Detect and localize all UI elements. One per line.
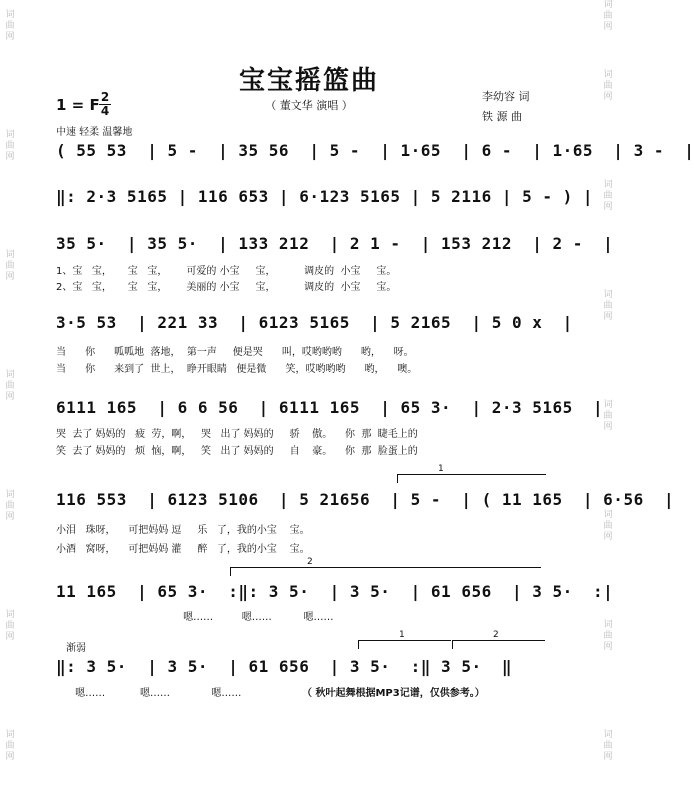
watermark-left-7: 词 曲 网 (5, 730, 15, 762)
volta-bracket-3 (358, 630, 451, 649)
dynamics-marking: 渐弱 (66, 643, 86, 654)
score-line-3-notes: 35 5· | 35 5· | 133 212 | 2 1 - | 153 212 | 2 - | (56, 234, 614, 253)
lyricist-credit: 李幼容 词 (482, 90, 530, 103)
volta-bracket-1 (397, 464, 546, 483)
lyric-row-2a: 当 你 呱呱地 落地， 第一声 便是哭 叫，哎哟哟哟 哟， 呀。 (56, 347, 414, 358)
lyric-row-6: 嗯…… 嗯…… 嗯…… (56, 688, 242, 699)
score-line-6-notes: 116 553 | 6123 5106 | 5 21656 | 5 - | ( 11 165 | 6·56 | (56, 490, 675, 509)
volta-bracket-2 (230, 557, 541, 576)
score-line-2 (56, 187, 594, 213)
score-line-5 (56, 398, 604, 424)
watermark-right-1: 词 曲 网 (603, 0, 613, 32)
score-line-6 (56, 490, 675, 516)
score-line-7-notes: 11 165 | 65 3· :‖: 3 5· | 3 5· | 61 656 | 3 5· :| (56, 582, 614, 601)
score-line-3 (56, 234, 614, 260)
lyric-row-4b: 小酒 窝呀， 可把妈妈 灌 醉 了，我的小宝 宝。 (56, 544, 310, 555)
lyric-row-1a: 1、宝 宝， 宝 宝， 可爱的 小宝 宝， 调皮的 小宝 宝。 (56, 266, 397, 277)
lyric-row-3a: 哭 去了 妈妈的 疲 劳，啊， 哭 出了 妈妈的 骄 傲。 你 那 睫毛上的 (56, 429, 418, 440)
watermark-right-6: 词 曲 网 (603, 510, 613, 542)
volta-bracket-2-label: 2 (307, 557, 313, 567)
lyric-row-2b: 当 你 来到了 世上， 睁开眼睛 便是微 笑，哎哟哟哟 哟， 噢。 (56, 364, 418, 375)
watermark-left-1: 词 曲 网 (5, 10, 15, 42)
watermark-left-5: 词 曲 网 (5, 490, 15, 522)
watermark-left-2: 词 曲 网 (5, 130, 15, 162)
lyric-row-4a: 小泪 珠呀， 可把妈妈 逗 乐 了，我的小宝 宝。 (56, 525, 310, 536)
time-signature (99, 92, 111, 117)
watermark-right-8: 词 曲 网 (603, 730, 613, 762)
lyric-row-3b: 笑 去了 妈妈的 烦 恼，啊， 笑 出了 妈妈的 自 豪。 你 那 脸蛋上的 (56, 446, 418, 457)
score-line-1-notes: ( 55 53 | 5 - | 35 56 | 5 - | 1·65 | 6 - | 1·65 | 3 - | (56, 141, 694, 160)
lyric-row-5: 嗯…… 嗯…… 嗯…… (56, 612, 334, 623)
watermark-right-4: 词 曲 网 (603, 290, 613, 322)
watermark-right-5: 词 曲 网 (603, 400, 613, 432)
meter-bottom: 4 (100, 104, 110, 118)
watermark-right-3: 词 曲 网 (603, 180, 613, 212)
score-line-4-notes: 3·5 53 | 221 33 | 6123 5165 | 5 2165 | 5 0 x | (56, 313, 573, 332)
singer-credit: （ 董文华 演唱 ） (265, 99, 353, 112)
volta-bracket-4 (452, 630, 545, 649)
score-line-8-notes: ‖: 3 5· | 3 5· | 61 656 | 3 5· :‖ 3 5· ‖ (56, 657, 512, 676)
meter-top: 2 (100, 90, 110, 104)
score-line-2-notes: ‖: 2·3 5165 | 116 653 | 6·123 5165 | 5 2116 | 5 - ) | (56, 187, 594, 206)
lyric-row-1b: 2、宝 宝， 宝 宝， 美丽的 小宝 宝， 调皮的 小宝 宝。 (56, 282, 397, 293)
transcription-note: （ 秋叶起舞根据MP3记谱，仅供参考。） (302, 688, 485, 699)
score-line-5-notes: 6111 165 | 6 6 56 | 6111 165 | 65 3· | 2·3 5165 | (56, 398, 604, 417)
score-line-8 (56, 657, 550, 683)
score-line-1 (56, 141, 694, 167)
watermark-left-6: 词 曲 网 (5, 610, 15, 642)
watermark-left-4: 词 曲 网 (5, 370, 15, 402)
volta-bracket-4-label: 2 (493, 630, 499, 640)
tempo-marking: 中速 轻柔 温馨地 (56, 127, 133, 138)
song-title: 宝宝摇篮曲 (238, 66, 379, 96)
watermark-right-2: 词 曲 网 (603, 70, 613, 102)
watermark-left-3: 词 曲 网 (5, 250, 15, 282)
volta-bracket-3-label: 1 (399, 630, 405, 640)
watermark-right-7: 词 曲 网 (603, 620, 613, 652)
key-signature: 1 = F (56, 96, 100, 114)
volta-bracket-1-label: 1 (438, 464, 444, 474)
score-line-7 (56, 582, 614, 608)
composer-credit: 铁 源 曲 (482, 110, 522, 123)
score-line-4 (56, 313, 573, 339)
